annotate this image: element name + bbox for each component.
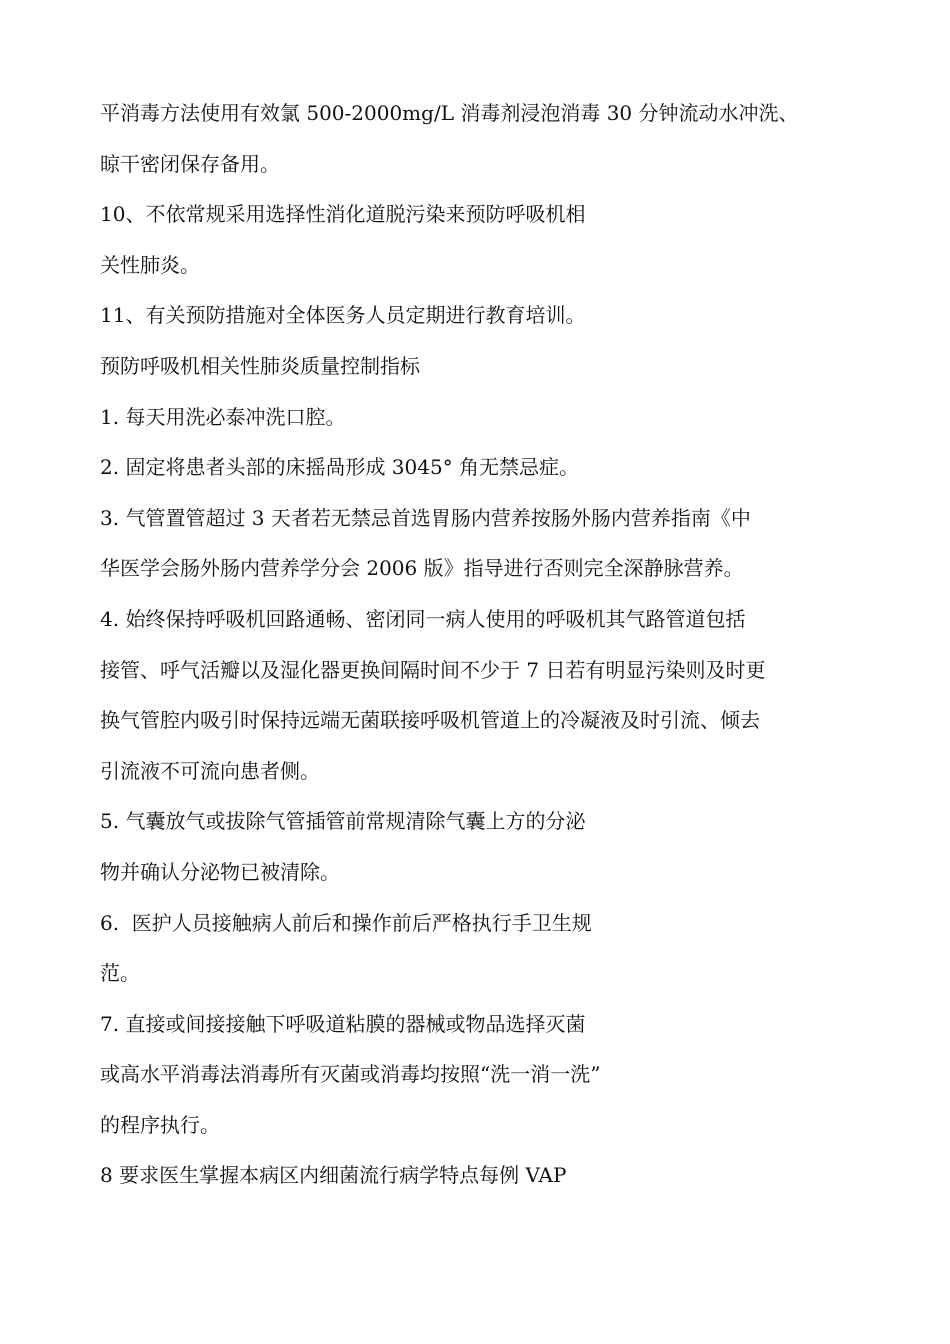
list-item: 1. 每天用洗必泰冲洗口腔。 <box>100 404 346 429</box>
list-item: 2. 固定将患者头部的床摇咼形成 3045° 角无禁忌症。 <box>100 455 580 480</box>
text-line: 晾干密闭保存备用。 <box>100 151 280 176</box>
text-line: 或高水平消毒法消毒所有灭菌或消毒均按照“洗一消一洗” <box>100 1062 601 1087</box>
list-item: 5. 气囊放气或拔除气管插管前常规清除气囊上方的分泌 <box>100 809 586 834</box>
text-line: 的程序执行。 <box>100 1112 220 1137</box>
text-line: 10、不依常规采用选择性消化道脱污染来预防呼吸机相 <box>100 202 586 227</box>
text-line: 11、有关预防措施对全体医务人员定期进行教育培训。 <box>100 303 586 328</box>
text-line: 关性肺炎。 <box>100 252 200 277</box>
text-line: 物并确认分泌物已被清除。 <box>100 859 340 884</box>
text-line: 华医学会肠外肠内营养学分会 2006 版》指导进行否则完全深静脉营养。 <box>100 556 744 581</box>
list-item: 6. 医护人员接触病人前后和操作前后严格执行手卫生规 <box>100 910 592 935</box>
text-line: 接管、呼气活瓣以及湿化器更换间隔时间不少于 7 日若有明显污染则及时更 <box>100 657 766 682</box>
text-line: 引流液不可流向患者侧。 <box>100 758 320 783</box>
document-body <box>100 88 860 1201</box>
list-item: 4. 始终保持呼吸机回路通畅、密闭同一病人使用的呼吸机其气路管道包括 <box>100 606 746 631</box>
list-item: 3. 气管置管超过 3 天者若无禁忌首选胃肠内营养按肠外肠内营养指南《中 <box>100 505 751 530</box>
section-heading: 预防呼吸机相关性肺炎质量控制指标 <box>100 353 420 378</box>
text-line: 换气管腔内吸引时保持远端无菌联接呼吸机管道上的冷凝液及时引流、倾去 <box>100 708 760 733</box>
list-item: 8 要求医生掌握本病区内细菌流行病学特点每例 VAP <box>100 1163 567 1188</box>
text-line: 范。 <box>100 961 140 986</box>
text-line: 平消毒方法使用有效氯 500-2000mg/L 消毒剂浸泡消毒 30 分钟流动水冲洗、 <box>100 101 799 125</box>
list-item: 7. 直接或间接接触下呼吸道粘膜的器械或物品选择灭菌 <box>100 1011 586 1036</box>
